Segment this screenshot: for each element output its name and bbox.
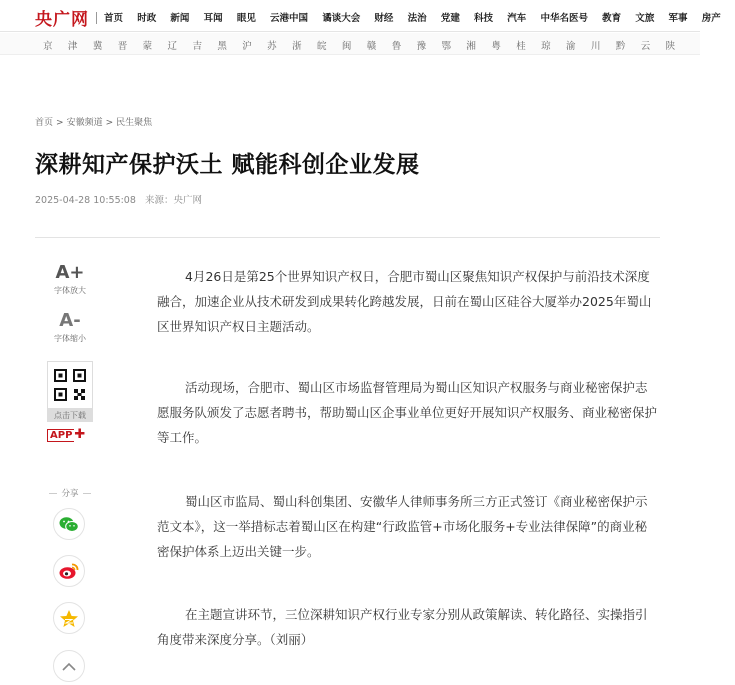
province-link[interactable]: 苏 <box>267 41 277 52</box>
province-link[interactable]: 津 <box>67 41 78 52</box>
breadcrumb <box>35 115 155 128</box>
article-paragraph: 4月26日是第25个世界知识产权日，合肥市蜀山区聚焦知识产权保护与前沿技术深度融合，加速企业从技术研发到成果转化跨越发展，日前在蜀山区硅谷大厦举办2025年蜀山区世界知识产权日主题活动。 <box>157 269 652 334</box>
province-link[interactable]: 湘 <box>466 41 476 52</box>
article-title: 深耕知产保护沃土 赋能科创企业发展 <box>35 152 420 178</box>
nav-link[interactable]: 首页 <box>104 13 124 24</box>
province-link[interactable]: 鄂 <box>441 41 452 52</box>
nav-link[interactable]: 谲谈大会 <box>322 13 361 24</box>
province-link[interactable]: 云 <box>640 41 651 52</box>
province-nav <box>43 38 691 52</box>
nav-link[interactable]: 法治 <box>407 13 427 24</box>
province-link[interactable]: 冀 <box>92 41 103 52</box>
province-link[interactable]: 吉 <box>192 41 202 52</box>
share-qzone-button[interactable] <box>53 602 85 634</box>
nav-link[interactable]: 科技 <box>474 13 494 24</box>
province-link[interactable]: 蒙 <box>142 41 153 52</box>
font-decrease-label: 字体缩小 <box>54 334 86 343</box>
province-link[interactable]: 皖 <box>316 41 327 52</box>
province-link[interactable]: 陕 <box>665 41 676 52</box>
province-link[interactable]: 辽 <box>167 41 178 52</box>
chevron-up-icon <box>62 662 76 671</box>
province-link[interactable]: 鲁 <box>391 41 402 52</box>
main-nav <box>104 10 735 26</box>
province-link[interactable]: 粤 <box>491 41 501 52</box>
breadcrumb-separator: > <box>105 118 114 128</box>
font-increase-icon: A+ <box>55 262 85 283</box>
title-divider <box>35 237 660 238</box>
breadcrumb-item[interactable]: 安徽频道 <box>66 118 103 128</box>
nav-link[interactable]: 教育 <box>602 13 622 24</box>
nav-link[interactable]: 房产 <box>701 13 721 24</box>
nav-link[interactable]: 中华名医号 <box>540 13 588 24</box>
province-link[interactable]: 浙 <box>292 41 302 52</box>
province-link[interactable]: 川 <box>590 41 601 52</box>
province-link[interactable]: 渝 <box>566 41 576 52</box>
qzone-star-icon <box>59 609 79 628</box>
breadcrumb-separator: > <box>56 118 64 128</box>
breadcrumb-item[interactable]: 民生聚焦 <box>116 118 153 128</box>
share-wechat-button[interactable] <box>53 508 85 540</box>
top-navigation <box>0 0 721 32</box>
article-meta <box>35 192 208 206</box>
qr-code-icon <box>54 369 86 401</box>
publish-date: 2025-04-28 10:55:08 <box>35 195 136 206</box>
weibo-icon <box>59 562 79 580</box>
nav-link[interactable]: 党建 <box>440 13 460 24</box>
font-increase-button[interactable] <box>40 263 100 296</box>
nav-link[interactable]: 财经 <box>374 13 394 24</box>
province-link[interactable]: 沪 <box>242 41 252 52</box>
province-link[interactable]: 黑 <box>217 41 227 52</box>
province-link[interactable]: 京 <box>43 41 53 52</box>
province-link[interactable]: 晋 <box>117 41 128 52</box>
province-link[interactable]: 豫 <box>416 41 427 52</box>
share-label: 分享 <box>45 487 95 499</box>
article-paragraph: 活动现场，合肥市、蜀山区市场监督管理局为蜀山区知识产权服务与商业秘密保护志愿服务队颁发了志愿者聘书，帮助蜀山区企事业单位更好开展知识产权服务、商业秘密保护等工作。 <box>157 380 658 445</box>
nav-link[interactable]: 耳闻 <box>203 13 223 24</box>
font-decrease-button[interactable] <box>40 311 100 344</box>
article-paragraph: 蜀山区市监局、蜀山科创集团、安徽华人律师事务所三方正式签订《商业秘密保护示范文本》，这一举措标志着蜀山区在构建“行政监管+市场化服务+专业法律保障”的商业秘密保护体系上迈出关键一步。 <box>157 494 648 559</box>
breadcrumb-item[interactable]: 首页 <box>35 118 54 128</box>
font-increase-label: 字体放大 <box>54 286 86 295</box>
plus-icon: ✚ <box>74 427 86 442</box>
province-bar <box>0 33 700 55</box>
app-label: APP <box>47 429 74 442</box>
wechat-icon <box>59 516 79 533</box>
province-link[interactable]: 黔 <box>615 41 626 52</box>
nav-link[interactable]: 汽车 <box>507 13 527 24</box>
logo-divider <box>96 12 97 24</box>
font-decrease-icon: A- <box>59 310 81 331</box>
nav-link[interactable]: 军事 <box>668 13 688 24</box>
site-logo[interactable]: 央广网 <box>35 10 89 30</box>
article-paragraph: 在主题宣讲环节，三位深耕知识产权行业专家分别从政策解读、转化路径、实操指引角度带来深度分享。（刘丽） <box>157 607 648 647</box>
province-link[interactable]: 赣 <box>366 41 377 52</box>
nav-link[interactable]: 文旅 <box>635 13 655 24</box>
province-link[interactable]: 桂 <box>516 41 526 52</box>
article-source: 来源：央广网 <box>144 195 202 206</box>
province-link[interactable]: 闽 <box>341 41 352 52</box>
nav-link[interactable]: 新闻 <box>170 13 190 24</box>
share-weibo-button[interactable] <box>53 555 85 587</box>
qr-code <box>47 361 93 409</box>
nav-link[interactable]: 眼见 <box>236 13 256 24</box>
app-download-link[interactable] <box>47 427 85 443</box>
province-link[interactable]: 琼 <box>541 41 551 52</box>
nav-link[interactable]: 云港中国 <box>270 13 309 24</box>
nav-link[interactable]: 时政 <box>137 13 157 24</box>
back-to-top-button[interactable] <box>53 650 85 682</box>
download-button[interactable]: 点击下载 <box>47 409 93 422</box>
